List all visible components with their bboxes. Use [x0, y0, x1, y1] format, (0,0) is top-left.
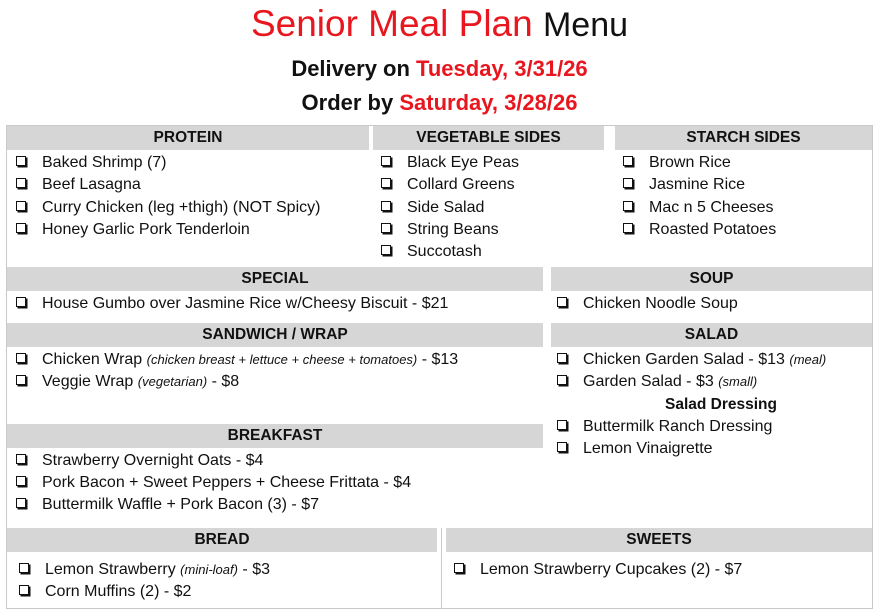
checkbox-icon[interactable]: [557, 375, 567, 385]
starch-item[interactable]: Roasted Potatoes: [623, 219, 776, 241]
checkbox-icon[interactable]: [381, 178, 391, 188]
soup-item[interactable]: Chicken Noodle Soup: [557, 293, 738, 315]
vegetable-item[interactable]: Side Salad: [381, 197, 484, 219]
sweets-item[interactable]: Lemon Strawberry Cupcakes (2) - $7: [454, 559, 742, 581]
vegetable-sides-header: VEGETABLE SIDES: [373, 126, 604, 150]
bread-header: BREAD: [7, 528, 437, 552]
protein-header: PROTEIN: [7, 126, 369, 150]
checkbox-icon[interactable]: [381, 201, 391, 211]
protein-item[interactable]: Baked Shrimp (7): [16, 152, 167, 174]
breakfast-item[interactable]: Buttermilk Waffle + Pork Bacon (3) - $7: [16, 494, 319, 516]
breakfast-header: BREAKFAST: [7, 424, 543, 448]
vegetable-item[interactable]: Collard Greens: [381, 174, 515, 196]
sandwich-item[interactable]: Chicken Wrap (chicken breast + lettuce + cheese + tomatoes) - $13: [16, 349, 458, 371]
delivery-label: Delivery on: [291, 56, 410, 81]
order-label: Order by: [301, 90, 394, 115]
checkbox-icon[interactable]: [557, 442, 567, 452]
checkbox-icon[interactable]: [16, 223, 26, 233]
checkbox-icon[interactable]: [623, 178, 633, 188]
protein-item[interactable]: Curry Chicken (leg +thigh) (NOT Spicy): [16, 197, 320, 219]
soup-header: SOUP: [551, 267, 872, 291]
checkbox-icon[interactable]: [16, 297, 26, 307]
checkbox-icon[interactable]: [16, 476, 26, 486]
vegetable-item[interactable]: Black Eye Peas: [381, 152, 519, 174]
checkbox-icon[interactable]: [557, 420, 567, 430]
order-line: [0, 89, 879, 117]
salad-dressing-header: Salad Dressing: [665, 396, 777, 413]
vegetable-item[interactable]: String Beans: [381, 219, 499, 241]
item-note: (mini-loaf): [180, 562, 238, 577]
item-price: - $13: [421, 351, 459, 368]
checkbox-icon[interactable]: [19, 585, 29, 595]
bread-item[interactable]: Lemon Strawberry (mini-loaf) - $3: [19, 559, 270, 581]
checkbox-icon[interactable]: [381, 223, 391, 233]
item-note: (chicken breast + lettuce + cheese + tomatoes): [146, 352, 418, 367]
checkbox-icon[interactable]: [623, 156, 633, 166]
protein-item[interactable]: Honey Garlic Pork Tenderloin: [16, 219, 250, 241]
breakfast-item[interactable]: Pork Bacon + Sweet Peppers + Cheese Frittata - $4: [16, 472, 411, 494]
checkbox-icon[interactable]: [16, 375, 26, 385]
salad-header: SALAD: [551, 323, 872, 347]
item-note: (vegetarian): [137, 374, 208, 389]
special-item[interactable]: House Gumbo over Jasmine Rice w/Cheesy Biscuit - $21: [16, 293, 448, 315]
delivery-date: Tuesday, 3/31/26: [416, 56, 588, 81]
item-note: (small): [718, 374, 758, 389]
item-price: - $8: [211, 373, 240, 390]
checkbox-icon[interactable]: [19, 563, 29, 573]
dressing-item[interactable]: Buttermilk Ranch Dressing: [557, 416, 772, 438]
sweets-header: SWEETS: [446, 528, 872, 552]
checkbox-icon[interactable]: [16, 178, 26, 188]
breakfast-item[interactable]: Strawberry Overnight Oats - $4: [16, 450, 263, 472]
special-header: SPECIAL: [7, 267, 543, 291]
title-black: Menu: [542, 6, 629, 44]
checkbox-icon[interactable]: [557, 297, 567, 307]
salad-item[interactable]: Chicken Garden Salad - $13 (meal): [557, 349, 826, 371]
starch-sides-header: STARCH SIDES: [615, 126, 872, 150]
checkbox-icon[interactable]: [381, 156, 391, 166]
sandwich-item[interactable]: Veggie Wrap (vegetarian) - $8: [16, 371, 239, 393]
protein-item[interactable]: Beef Lasagna: [16, 174, 141, 196]
delivery-line: [0, 55, 879, 83]
title-red: Senior Meal Plan: [250, 3, 533, 44]
item-note: (meal): [789, 352, 827, 367]
checkbox-icon[interactable]: [623, 223, 633, 233]
checkbox-icon[interactable]: [16, 156, 26, 166]
dressing-item[interactable]: Lemon Vinaigrette: [557, 438, 713, 460]
order-date: Saturday, 3/28/26: [399, 90, 578, 115]
bread-item[interactable]: Corn Muffins (2) - $2: [19, 581, 191, 603]
vegetable-item[interactable]: Succotash: [381, 241, 482, 263]
checkbox-icon[interactable]: [16, 454, 26, 464]
page-title: [0, 2, 879, 47]
item-price: - $3: [242, 561, 270, 578]
checkbox-icon[interactable]: [16, 201, 26, 211]
starch-item[interactable]: Mac n 5 Cheeses: [623, 197, 774, 219]
checkbox-icon[interactable]: [557, 353, 567, 363]
checkbox-icon[interactable]: [381, 245, 391, 255]
salad-item[interactable]: Garden Salad - $3 (small): [557, 371, 757, 393]
checkbox-icon[interactable]: [16, 353, 26, 363]
sandwich-wrap-header: SANDWICH / WRAP: [7, 323, 543, 347]
checkbox-icon[interactable]: [623, 201, 633, 211]
starch-item[interactable]: Brown Rice: [623, 152, 731, 174]
checkbox-icon[interactable]: [16, 498, 26, 508]
starch-item[interactable]: Jasmine Rice: [623, 174, 745, 196]
column-divider: [441, 528, 442, 608]
checkbox-icon[interactable]: [454, 563, 464, 573]
